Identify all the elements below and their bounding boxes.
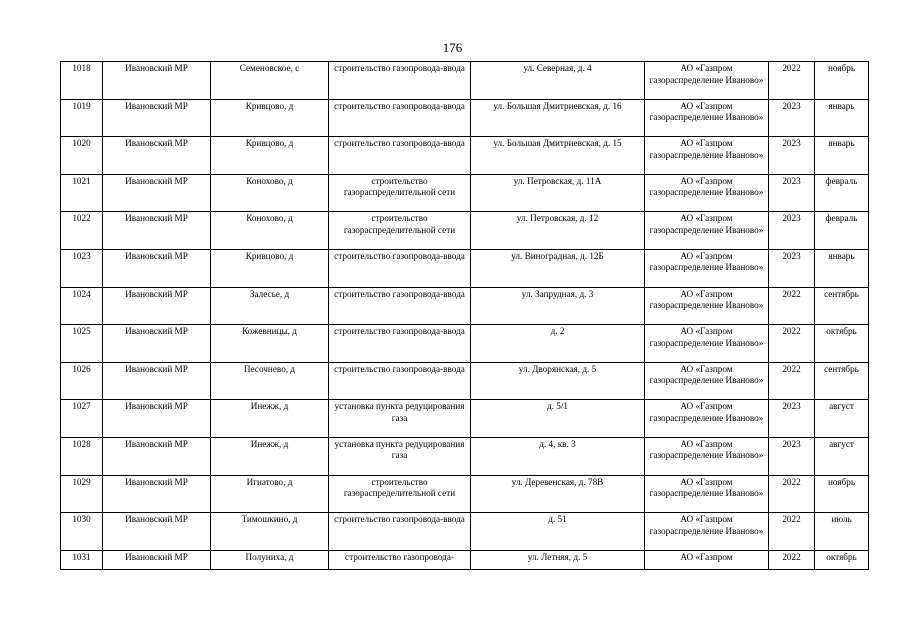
settlement-cell: Кривцово, д <box>211 137 329 175</box>
work-type-cell: строительство газораспределительной сети <box>329 212 471 250</box>
work-type-cell: строительство газопровода-ввода <box>329 62 471 100</box>
work-type-cell: установка пункта редуцирования газа <box>329 400 471 438</box>
row-number-cell: 1030 <box>61 513 103 551</box>
work-type-cell: строительство газораспределительной сети <box>329 475 471 513</box>
row-number-cell: 1022 <box>61 212 103 250</box>
year-cell: 2023 <box>769 99 815 137</box>
table-row <box>61 249 869 287</box>
organization-cell: АО «Газпром газораспределение Иваново» <box>645 137 769 175</box>
table-row <box>61 400 869 438</box>
table-row <box>61 550 869 569</box>
district-cell: Ивановский МР <box>103 325 211 363</box>
work-type-cell: строительство газопровода-ввода <box>329 99 471 137</box>
row-number-cell: 1020 <box>61 137 103 175</box>
row-number-cell: 1018 <box>61 62 103 100</box>
work-type-cell: строительство газораспределительной сети <box>329 174 471 212</box>
settlement-cell: Инежж, д <box>211 400 329 438</box>
table-row <box>61 437 869 475</box>
settlement-cell: Залесье, д <box>211 287 329 325</box>
table-row <box>61 62 869 100</box>
address-cell: д. 2 <box>471 325 645 363</box>
district-cell: Ивановский МР <box>103 400 211 438</box>
district-cell: Ивановский МР <box>103 174 211 212</box>
row-number-cell: 1019 <box>61 99 103 137</box>
year-cell: 2023 <box>769 249 815 287</box>
work-type-cell: строительство газопровода-ввода <box>329 325 471 363</box>
settlement-cell: Конохово, д <box>211 212 329 250</box>
work-type-cell: строительство газопровода-ввода <box>329 513 471 551</box>
organization-cell: АО «Газпром газораспределение Иваново» <box>645 99 769 137</box>
settlement-cell: Кривцово, д <box>211 249 329 287</box>
month-cell: август <box>815 400 869 438</box>
table-row <box>61 99 869 137</box>
table-row <box>61 287 869 325</box>
address-cell: ул. Петровская, д. 11А <box>471 174 645 212</box>
row-number-cell: 1026 <box>61 362 103 400</box>
month-cell: сентябрь <box>815 362 869 400</box>
address-cell: ул. Летняя, д. 5 <box>471 550 645 569</box>
year-cell: 2023 <box>769 437 815 475</box>
month-cell: октябрь <box>815 325 869 363</box>
settlement-cell: Кривцово, д <box>211 99 329 137</box>
year-cell: 2022 <box>769 362 815 400</box>
table-body <box>61 62 869 570</box>
table-row <box>61 325 869 363</box>
settlement-cell: Песочнево, д <box>211 362 329 400</box>
organization-cell: АО «Газпром газораспределение Иваново» <box>645 62 769 100</box>
organization-cell: АО «Газпром газораспределение Иваново» <box>645 212 769 250</box>
month-cell: январь <box>815 137 869 175</box>
address-cell: ул. Запрудная, д. 3 <box>471 287 645 325</box>
month-cell: август <box>815 437 869 475</box>
district-cell: Ивановский МР <box>103 362 211 400</box>
district-cell: Ивановский МР <box>103 287 211 325</box>
month-cell: июль <box>815 513 869 551</box>
district-cell: Ивановский МР <box>103 513 211 551</box>
year-cell: 2023 <box>769 174 815 212</box>
row-number-cell: 1031 <box>61 550 103 569</box>
table-row <box>61 174 869 212</box>
month-cell: февраль <box>815 212 869 250</box>
table-row <box>61 513 869 551</box>
address-cell: д. 5/1 <box>471 400 645 438</box>
settlement-cell: Инежж, д <box>211 437 329 475</box>
table-row <box>61 475 869 513</box>
month-cell: сентябрь <box>815 287 869 325</box>
district-cell: Ивановский МР <box>103 249 211 287</box>
work-type-cell: строительство газопровода- <box>329 550 471 569</box>
organization-cell: АО «Газпром газораспределение Иваново» <box>645 475 769 513</box>
row-number-cell: 1025 <box>61 325 103 363</box>
row-number-cell: 1027 <box>61 400 103 438</box>
work-type-cell: строительство газопровода-ввода <box>329 362 471 400</box>
organization-cell: АО «Газпром газораспределение Иваново» <box>645 513 769 551</box>
organization-cell: АО «Газпром газораспределение Иваново» <box>645 325 769 363</box>
month-cell: октябрь <box>815 550 869 569</box>
district-cell: Ивановский МР <box>103 550 211 569</box>
settlement-cell: Конохово, д <box>211 174 329 212</box>
organization-cell: АО «Газпром газораспределение Иваново» <box>645 287 769 325</box>
address-cell: ул. Северная, д. 4 <box>471 62 645 100</box>
year-cell: 2023 <box>769 212 815 250</box>
gasification-table <box>60 61 869 570</box>
year-cell: 2022 <box>769 62 815 100</box>
district-cell: Ивановский МР <box>103 62 211 100</box>
month-cell: ноябрь <box>815 62 869 100</box>
month-cell: ноябрь <box>815 475 869 513</box>
year-cell: 2022 <box>769 550 815 569</box>
address-cell: д. 51 <box>471 513 645 551</box>
year-cell: 2023 <box>769 400 815 438</box>
settlement-cell: Игнатово, д <box>211 475 329 513</box>
organization-cell: АО «Газпром газораспределение Иваново» <box>645 437 769 475</box>
work-type-cell: строительство газопровода-ввода <box>329 249 471 287</box>
address-cell: ул. Деревенская, д. 78В <box>471 475 645 513</box>
district-cell: Ивановский МР <box>103 437 211 475</box>
organization-cell: АО «Газпром <box>645 550 769 569</box>
settlement-cell: Полуниха, д <box>211 550 329 569</box>
year-cell: 2022 <box>769 287 815 325</box>
district-cell: Ивановский МР <box>103 212 211 250</box>
organization-cell: АО «Газпром газораспределение Иваново» <box>645 400 769 438</box>
work-type-cell: строительство газопровода-ввода <box>329 137 471 175</box>
address-cell: ул. Дворянская, д. 5 <box>471 362 645 400</box>
year-cell: 2022 <box>769 475 815 513</box>
address-cell: ул. Виноградная, д. 12Б <box>471 249 645 287</box>
year-cell: 2023 <box>769 137 815 175</box>
year-cell: 2022 <box>769 325 815 363</box>
district-cell: Ивановский МР <box>103 99 211 137</box>
row-number-cell: 1021 <box>61 174 103 212</box>
row-number-cell: 1029 <box>61 475 103 513</box>
row-number-cell: 1023 <box>61 249 103 287</box>
district-cell: Ивановский МР <box>103 475 211 513</box>
year-cell: 2022 <box>769 513 815 551</box>
settlement-cell: Семеновское, с <box>211 62 329 100</box>
table-row <box>61 212 869 250</box>
district-cell: Ивановский МР <box>103 137 211 175</box>
month-cell: январь <box>815 99 869 137</box>
address-cell: д. 4, кв. 3 <box>471 437 645 475</box>
work-type-cell: строительство газопровода-ввода <box>329 287 471 325</box>
page-number: 176 <box>442 40 463 55</box>
address-cell: ул. Петровская, д. 12 <box>471 212 645 250</box>
settlement-cell: Кожевницы, д <box>211 325 329 363</box>
month-cell: февраль <box>815 174 869 212</box>
work-type-cell: установка пункта редуцирования газа <box>329 437 471 475</box>
row-number-cell: 1024 <box>61 287 103 325</box>
organization-cell: АО «Газпром газораспределение Иваново» <box>645 249 769 287</box>
table-row <box>61 137 869 175</box>
table-row <box>61 362 869 400</box>
month-cell: январь <box>815 249 869 287</box>
organization-cell: АО «Газпром газораспределение Иваново» <box>645 174 769 212</box>
settlement-cell: Тимошкино, д <box>211 513 329 551</box>
address-cell: ул. Большая Дмитриевская, д. 15 <box>471 137 645 175</box>
organization-cell: АО «Газпром газораспределение Иваново» <box>645 362 769 400</box>
row-number-cell: 1028 <box>61 437 103 475</box>
address-cell: ул. Большая Дмитриевская, д. 16 <box>471 99 645 137</box>
